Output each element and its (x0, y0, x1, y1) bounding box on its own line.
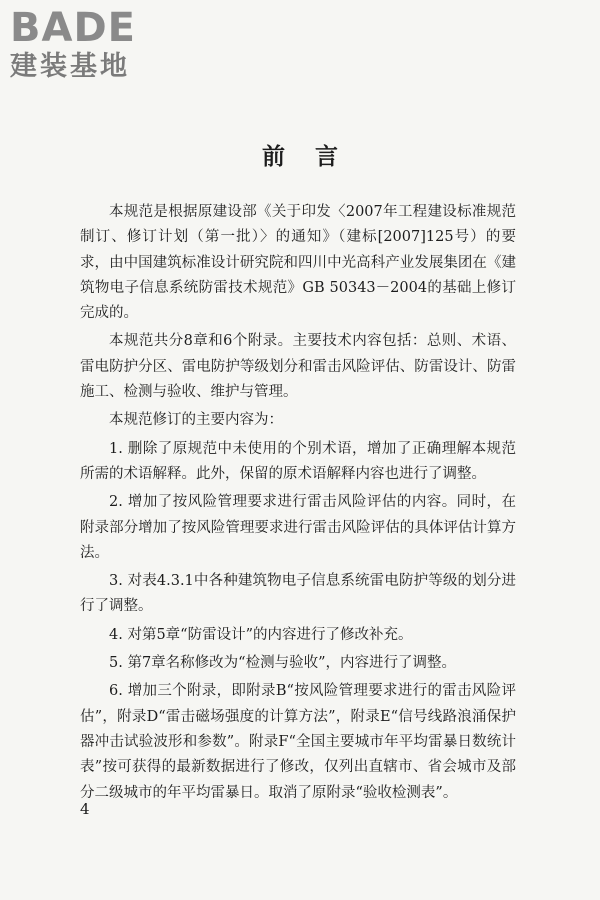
page-title: 前言 (262, 143, 368, 170)
paragraph-item-5: 5. 第7章名称修改为“检测与验收”，内容进行了调整。 (109, 655, 456, 672)
document-body (80, 200, 516, 809)
paragraph-item-6: 6. 增加三个附录，即附录B“按风险管理要求进行的雷击风险评估”，附录D“雷击磁场强度的计算方法”，附录E“信号线路浪涌保护器冲击试验波形和参数”。附录F“全国主要城市年平均雷暴日数统计表”按可获得的最新数据进行了修改，仅列出直辖市、省会城市及部分二级城市的年平均雷暴日。取消了原附录“验收检测表”。 (80, 683, 516, 801)
paragraph-contents: 本规范共分8章和6个附录。主要技术内容包括：总则、术语、雷电防护分区、雷电防护等级划分和雷击风险评估、防雷设计、防雷施工、检测与验收、维护与管理。 (80, 333, 516, 401)
paragraph-item-4: 4. 对第5章“防雷设计”的内容进行了修改补充。 (109, 626, 413, 643)
paragraph-item-1: 1. 删除了原规范中未使用的个别术语，增加了正确理解本规范所需的术语解释。此外，保留的原术语解释内容也进行了调整。 (80, 440, 516, 482)
page-number: 4 (80, 800, 90, 818)
paragraph-item-2: 2. 增加了按风险管理要求进行雷击风险评估的内容。同时，在附录部分增加了按风险管理要求进行雷击风险评估的具体评估计算方法。 (80, 494, 516, 561)
paragraph-revision-lead: 本规范修订的主要内容为： (109, 412, 283, 429)
logo (10, 6, 180, 90)
logo-wordmark: BADE (10, 5, 136, 51)
logo-subtitle: 建装基地 (10, 51, 130, 82)
paragraph-item-3: 3. 对表4.3.1中各种建筑物电子信息系统雷电防护等级的划分进行了调整。 (80, 573, 516, 615)
paragraph-intro: 本规范是根据原建设部《关于印发〈2007年工程建设标准规范制订、修订计划（第一批）〉的通知》（建标[2007]125号）的要求，由中国建筑标准设计研究院和四川中光高科产业发展集团在《建筑物电子信息系统防雷技术规范》GB 50343－2004的基础上修订完成的。 (80, 204, 516, 322)
